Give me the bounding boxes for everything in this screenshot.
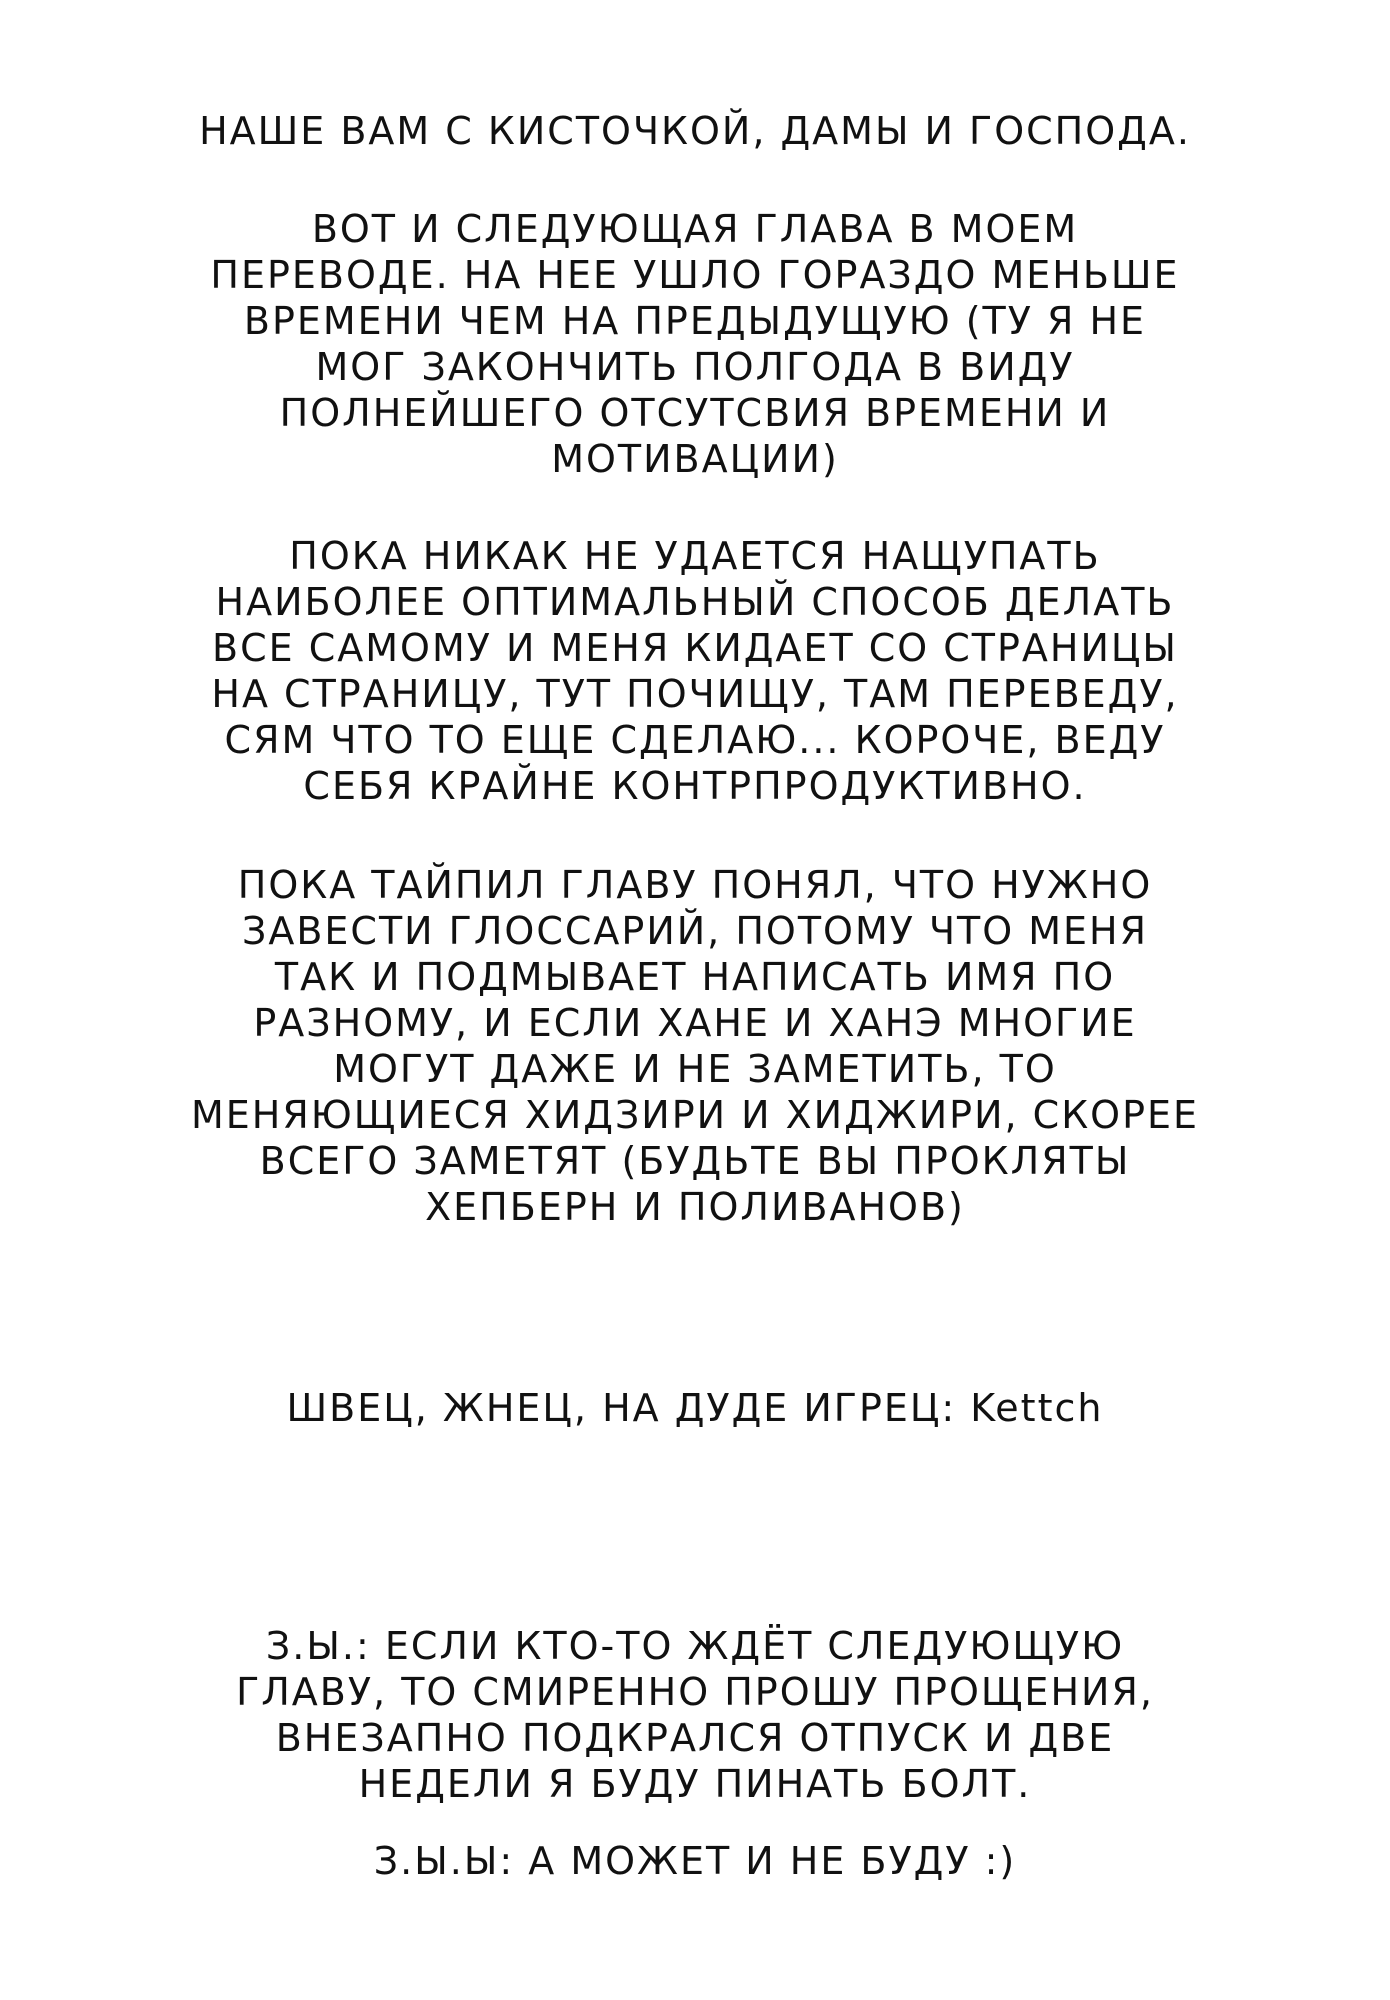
text-line: НЕДЕЛИ Я БУДУ ПИНАТЬ БОЛТ.	[358, 1762, 1032, 1806]
text-line: НАШЕ ВАМ С КИСТОЧКОЙ, ДАМЫ И ГОСПОДА.	[199, 109, 1191, 153]
greeting-paragraph	[90, 108, 1300, 154]
text-line: ВОТ И СЛЕДУЮЩАЯ ГЛАВА В МОЕМ	[311, 207, 1079, 251]
text-line: ШВЕЦ, ЖНЕЦ, НА ДУДЕ ИГРЕЦ: Kettch	[286, 1386, 1104, 1430]
text-line: ВНЕЗАПНО ПОДКРАЛСЯ ОТПУСК И ДВЕ	[275, 1716, 1115, 1760]
text-line: НАИБОЛЕЕ ОПТИМАЛЬНЫЙ СПОСОБ ДЕЛАТЬ	[215, 580, 1175, 624]
text-line: МЕНЯЮЩИЕСЯ ХИДЗИРИ И ХИДЖИРИ, СКОРЕЕ	[190, 1093, 1200, 1137]
text-line: З.Ы.Ы: А МОЖЕТ И НЕ БУДУ :)	[373, 1839, 1017, 1883]
text-line: ХЕПБЕРН И ПОЛИВАНОВ)	[425, 1185, 965, 1229]
text-line: ГЛАВУ, ТО СМИРЕННО ПРОШУ ПРОЩЕНИЯ,	[236, 1670, 1154, 1714]
text-line: МОГУТ ДАЖЕ И НЕ ЗАМЕТИТЬ, ТО	[333, 1047, 1057, 1091]
text-line: ВРЕМЕНИ ЧЕМ НА ПРЕДЫДУЩУЮ (ТУ Я НЕ	[243, 299, 1147, 343]
method-paragraph	[90, 533, 1300, 809]
text-line: РАЗНОМУ, И ЕСЛИ ХАНЕ И ХАНЭ МНОГИЕ	[253, 1001, 1137, 1045]
text-line: З.Ы.: ЕСЛИ КТО-ТО ЖДЁТ СЛЕДУЮЩУЮ	[265, 1624, 1125, 1668]
postscript-paragraph	[90, 1623, 1300, 1807]
text-line: ПОЛНЕЙШЕГО ОТСУТСВИЯ ВРЕМЕНИ И	[279, 391, 1111, 435]
text-line: СЕБЯ КРАЙНЕ КОНТРПРОДУКТИВНО.	[303, 764, 1087, 808]
text-line: ВСЕ САМОМУ И МЕНЯ КИДАЕТ СО СТРАНИЦЫ	[212, 626, 1178, 670]
text-line: ТАК И ПОДМЫВАЕТ НАПИСАТЬ ИМЯ ПО	[274, 955, 1116, 999]
text-line: ПОКА ТАЙПИЛ ГЛАВУ ПОНЯЛ, ЧТО НУЖНО	[237, 863, 1153, 907]
credit-line	[90, 1385, 1300, 1431]
text-line: МОТИВАЦИИ)	[551, 437, 839, 481]
text-line: МОГ ЗАКОНЧИТЬ ПОЛГОДА В ВИДУ	[315, 345, 1075, 389]
text-line: ЗАВЕСТИ ГЛОССАРИЙ, ПОТОМУ ЧТО МЕНЯ	[242, 909, 1148, 953]
text-line: ПЕРЕВОДЕ. НА НЕЕ УШЛО ГОРАЗДО МЕНЬШЕ	[210, 253, 1180, 297]
text-line: ПОКА НИКАК НЕ УДАЕТСЯ НАЩУПАТЬ	[289, 534, 1101, 578]
text-line: СЯМ ЧТО ТО ЕЩЕ СДЕЛАЮ... КОРОЧЕ, ВЕДУ	[224, 718, 1166, 762]
text-line: ВСЕГО ЗАМЕТЯТ (БУДЬТЕ ВЫ ПРОКЛЯТЫ	[259, 1139, 1131, 1183]
post-postscript-line	[90, 1838, 1300, 1884]
text-line: НА СТРАНИЦУ, ТУТ ПОЧИЩУ, ТАМ ПЕРЕВЕДУ,	[211, 672, 1179, 716]
chapter-paragraph	[90, 206, 1300, 482]
glossary-paragraph	[90, 862, 1300, 1230]
